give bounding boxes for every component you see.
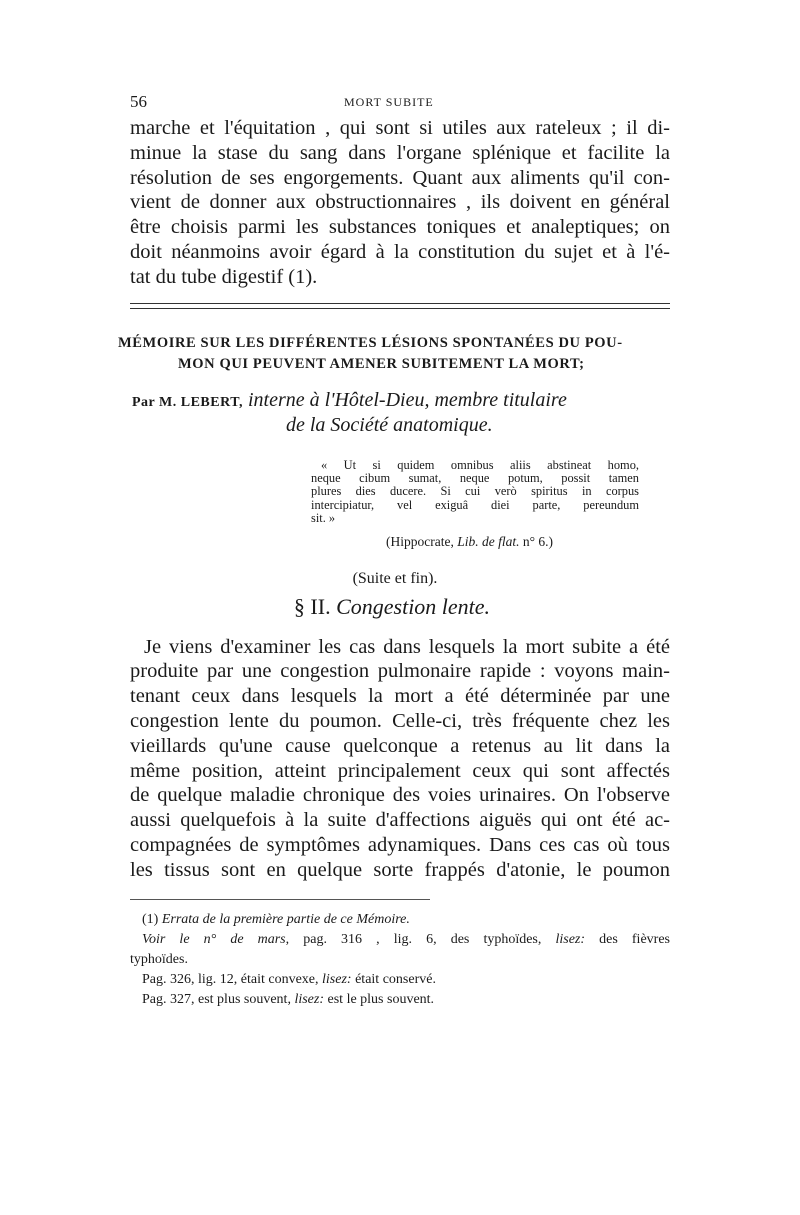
footnote xyxy=(130,970,670,990)
section-number: § II. xyxy=(293,593,331,619)
text-line: les tissus sont en quelque sorte frappés d'atonie, le poumon xyxy=(130,858,670,881)
epigraph-line: sit. » xyxy=(311,511,336,526)
section-title: Congestion lente. xyxy=(336,593,491,619)
text-line: résolution de ses engorgements. Quant aux aliments qu'il con- xyxy=(130,166,670,189)
text-line: vieillards qu'une cause quelconque a retenus au lit dans la xyxy=(130,734,670,757)
footnote-text: lisez: xyxy=(555,931,586,947)
text-line: tat du tube digestif (1). xyxy=(130,265,318,288)
running-head xyxy=(130,92,670,116)
section-divider xyxy=(130,303,670,309)
citation-ref: n° 6.) xyxy=(522,533,554,549)
footnote-text: lisez: xyxy=(294,991,325,1007)
footnote-text: des fièvres xyxy=(599,931,670,947)
footnote xyxy=(130,910,670,930)
epigraph xyxy=(311,459,639,526)
text-line: congestion lente du poumon. Celle-ci, très fréquente chez les xyxy=(130,710,670,732)
intro-paragraph xyxy=(130,116,670,290)
footnote-text: Voir le n° de mars xyxy=(142,931,286,947)
article-title-line: MON QUI PEUVENT AMENER SUBITEMENT LA MORT; xyxy=(178,355,585,372)
footnote-text: Errata de la première partie de ce Mémoire. xyxy=(161,911,410,927)
citation-work: Lib. de flat. xyxy=(457,533,520,549)
page-number: 56 xyxy=(130,92,147,111)
epigraph-line: plures dies ducere. Si cui verò spiritus in corpus xyxy=(311,484,639,499)
footnote-divider xyxy=(130,899,430,900)
footnote xyxy=(130,990,670,1010)
footnote-text: était conservé. xyxy=(355,971,436,987)
text-line: être choisis parmi les substances toniques et analeptiques; on xyxy=(130,216,670,239)
author-block xyxy=(130,389,670,437)
running-title: MORT SUBITE xyxy=(344,95,434,109)
text-line: tenant ceux dans lesquels la mort a été déterminée par une xyxy=(130,685,670,708)
footnote-marker: (1) xyxy=(142,911,159,927)
author-name: Par M. LEBERT, xyxy=(132,394,243,410)
text-line: vient de donner aux obstructionnaires , ils doivent en général xyxy=(130,191,670,214)
section-heading xyxy=(114,594,670,620)
epigraph-line: intercipiatur, vel exiguâ diei parte, pereundum xyxy=(311,497,639,512)
footnote-text: , pag. 316 , lig. 6, des typhoïdes, xyxy=(285,931,542,947)
footnotes xyxy=(130,910,670,1010)
footnote-text: est le plus souvent. xyxy=(327,991,435,1007)
continuation-note: (Suite et fin). xyxy=(352,569,438,587)
article-title-line: MÉMOIRE SUR LES DIFFÉRENTES LÉSIONS SPONTANÉES DU POU- xyxy=(118,334,623,351)
text-line: marche et l'équitation , qui sont si utiles aux rateleux ; il di- xyxy=(130,117,670,139)
text-line: aussi quelquefois à la suite d'affections aiguës qui ont été ac- xyxy=(130,809,670,832)
epigraph-line: « Ut si quidem omnibus aliis abstineat homo, xyxy=(321,457,639,472)
main-paragraph xyxy=(130,635,670,883)
epigraph-line: neque cibum sumat, neque potum, possit tamen xyxy=(311,470,639,485)
footnote-continuation: typhoïdes. xyxy=(130,951,188,967)
epigraph-citation xyxy=(386,534,670,550)
text-line: Je viens d'examiner les cas dans lesquels la mort subite a été xyxy=(144,635,670,658)
footnote-text: Pag. 327, est plus souvent, xyxy=(142,991,291,1007)
author-line: de la Société anatomique. xyxy=(286,413,493,436)
text-line: doit néanmoins avoir égard à la constitution du sujet et à l'é- xyxy=(130,240,670,263)
text-line: de quelque maladie chronique des voies urinaires. On l'observe xyxy=(130,784,670,807)
author-affiliation: interne à l'Hôtel-Dieu, membre titulaire xyxy=(248,388,567,411)
author-line xyxy=(132,389,670,414)
citation-author: (Hippocrate, xyxy=(386,533,454,549)
text-line: minue la stase du sang dans l'organe splénique et facilite la xyxy=(130,141,670,164)
footnote-text: Pag. 326, lig. 12, était convexe, xyxy=(142,971,319,987)
book-page xyxy=(118,92,670,1010)
footnote xyxy=(130,930,670,950)
text-line: même position, atteint principalement ceux qui sont affectés xyxy=(130,759,670,782)
text-line: produite par une congestion pulmonaire rapide : voyons main- xyxy=(130,660,670,683)
text-line: compagnées de symptômes adynamiques. Dans ces cas où tous xyxy=(130,833,670,856)
footnote-text: lisez: xyxy=(322,971,352,987)
article-title xyxy=(118,333,670,375)
